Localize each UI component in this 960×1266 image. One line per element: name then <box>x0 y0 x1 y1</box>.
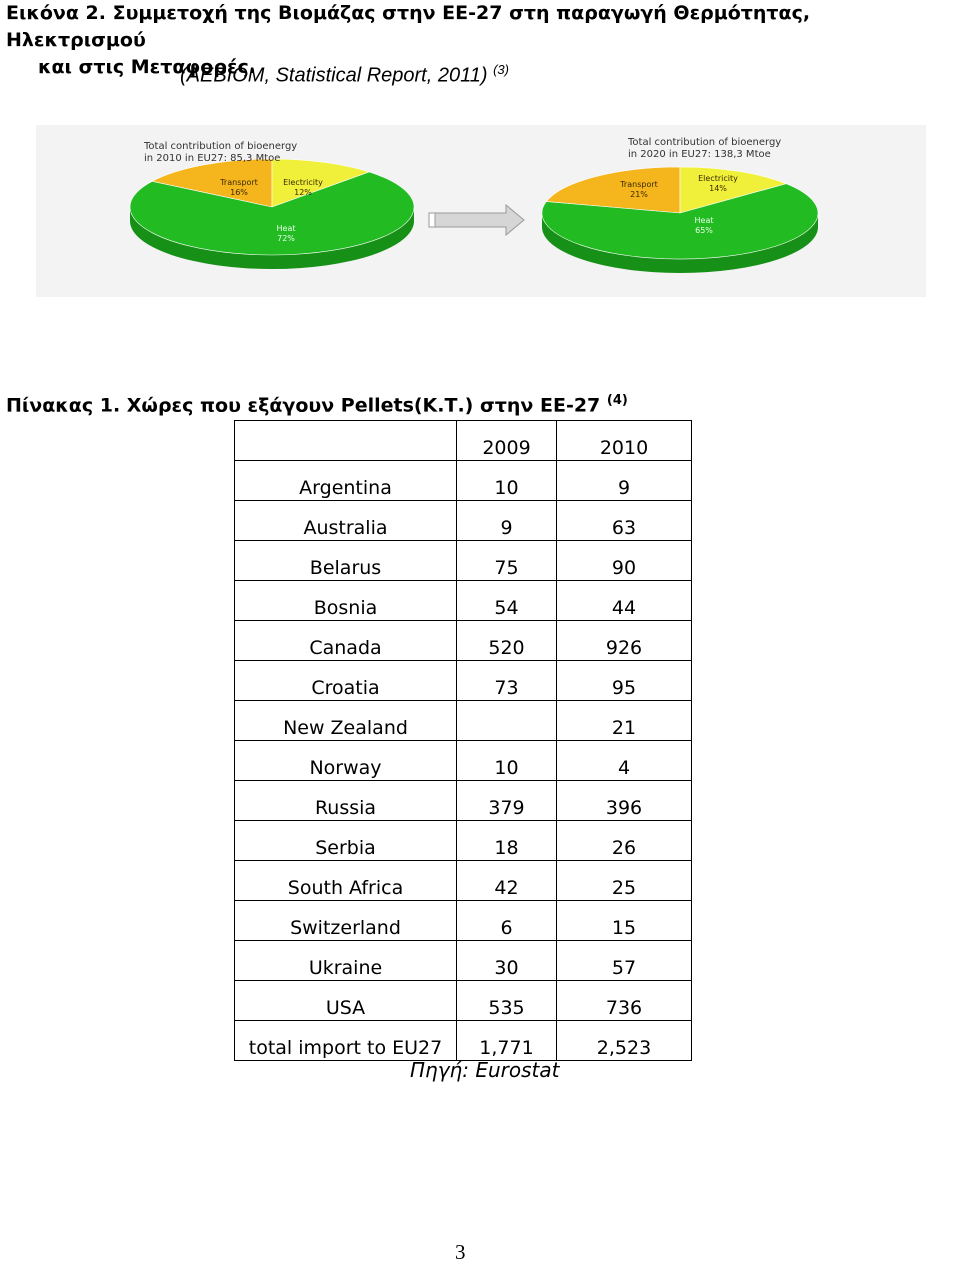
value-cell: 535 <box>457 981 557 1021</box>
value-cell: 73 <box>457 661 557 701</box>
chart-heading-line1: Total contribution of bioenergy <box>628 137 782 148</box>
table-row <box>235 861 692 901</box>
table-row <box>235 941 692 981</box>
table-row <box>235 781 692 821</box>
value-cell: 75 <box>457 541 557 581</box>
value-cell: 9 <box>557 461 692 501</box>
value-cell <box>457 701 557 741</box>
value-cell: 30 <box>457 941 557 981</box>
slice-value-label: 65% <box>695 226 713 235</box>
slice-value-label: 21% <box>630 190 648 199</box>
slice-value-label: 72% <box>277 234 295 243</box>
slice-label: Heat <box>276 224 296 233</box>
header-cell <box>235 421 457 461</box>
pie-chart-1 <box>130 141 414 269</box>
table-row <box>235 461 692 501</box>
table-row <box>235 981 692 1021</box>
slice-label: Electricity <box>283 178 323 187</box>
value-cell: 9 <box>457 501 557 541</box>
slice-label: Heat <box>694 216 714 225</box>
value-cell: 25 <box>557 861 692 901</box>
table-title-ref: (4) <box>606 393 628 408</box>
value-cell: 95 <box>557 661 692 701</box>
country-cell: Switzerland <box>235 901 457 941</box>
value-cell: 18 <box>457 821 557 861</box>
table-title <box>6 393 628 416</box>
value-cell: 44 <box>557 581 692 621</box>
figure-source-ref: (3) <box>493 62 509 77</box>
pellet-exporters-table <box>234 420 692 1061</box>
table-row <box>235 541 692 581</box>
table-row <box>235 901 692 941</box>
value-cell: 4 <box>557 741 692 781</box>
country-cell: Serbia <box>235 821 457 861</box>
table-title-text: Πίνακας 1. Χώρες που εξάγουν Pellets(Κ.Τ.) στην ΕΕ-27 <box>6 394 601 417</box>
value-cell: 26 <box>557 821 692 861</box>
value-cell: 54 <box>457 581 557 621</box>
table-row <box>235 581 692 621</box>
slice-label: Electricity <box>698 174 738 183</box>
table-row <box>235 821 692 861</box>
figure-title-line1: Εικόνα 2. Συμμετοχή της Βιομάζας στην ΕΕ-27 στη παραγωγή Θερμότητας, Ηλεκτρισμού <box>6 2 811 51</box>
table-row <box>235 1021 692 1061</box>
country-cell: USA <box>235 981 457 1021</box>
table-row <box>235 501 692 541</box>
country-cell: Australia <box>235 501 457 541</box>
slice-label: Transport <box>220 178 258 187</box>
header-cell: 2009 <box>457 421 557 461</box>
figure-title-line2: και στις Μεταφορές. <box>38 56 257 78</box>
table-row <box>235 661 692 701</box>
table-row <box>235 701 692 741</box>
table-source: Πηγή: Eurostat <box>410 1058 560 1082</box>
value-cell: 63 <box>557 501 692 541</box>
value-cell: 42 <box>457 861 557 901</box>
pie-charts-svg <box>36 125 926 297</box>
table-row <box>235 621 692 661</box>
country-cell: Croatia <box>235 661 457 701</box>
pie-chart-2 <box>542 137 818 273</box>
value-cell: 926 <box>557 621 692 661</box>
value-cell: 10 <box>457 461 557 501</box>
country-cell: New Zealand <box>235 701 457 741</box>
table-row <box>235 741 692 781</box>
page-number: 3 <box>455 1240 466 1264</box>
country-cell: Belarus <box>235 541 457 581</box>
country-cell: Russia <box>235 781 457 821</box>
value-cell: 1,771 <box>457 1021 557 1061</box>
country-cell: Norway <box>235 741 457 781</box>
value-cell: 736 <box>557 981 692 1021</box>
value-cell: 10 <box>457 741 557 781</box>
header-cell: 2010 <box>557 421 692 461</box>
arrow-tail <box>429 213 435 227</box>
country-cell: total import to EU27 <box>235 1021 457 1061</box>
slice-value-label: 12% <box>294 188 312 197</box>
country-cell: Ukraine <box>235 941 457 981</box>
figure-source-text: (AEBIOM, Statistical Report, 2011) <box>180 64 488 87</box>
value-cell: 57 <box>557 941 692 981</box>
value-cell: 90 <box>557 541 692 581</box>
value-cell: 2,523 <box>557 1021 692 1061</box>
table-header-row <box>235 421 692 461</box>
value-cell: 379 <box>457 781 557 821</box>
slice-value-label: 16% <box>230 188 248 197</box>
slice-label: Transport <box>620 180 658 189</box>
value-cell: 15 <box>557 901 692 941</box>
chart-heading-line2: in 2020 in EU27: 138,3 Mtoe <box>628 149 771 160</box>
country-cell: Argentina <box>235 461 457 501</box>
country-cell: Bosnia <box>235 581 457 621</box>
chart-heading-line2: in 2010 in EU27: 85,3 Mtoe <box>144 153 281 164</box>
value-cell: 21 <box>557 701 692 741</box>
value-cell: 520 <box>457 621 557 661</box>
figure-source <box>180 62 509 88</box>
country-cell: Canada <box>235 621 457 661</box>
value-cell: 396 <box>557 781 692 821</box>
bioenergy-pie-charts <box>36 125 926 297</box>
country-cell: South Africa <box>235 861 457 901</box>
value-cell: 6 <box>457 901 557 941</box>
chart-heading-line1: Total contribution of bioenergy <box>144 141 298 152</box>
slice-value-label: 14% <box>709 184 727 193</box>
arrow-icon <box>429 205 524 235</box>
